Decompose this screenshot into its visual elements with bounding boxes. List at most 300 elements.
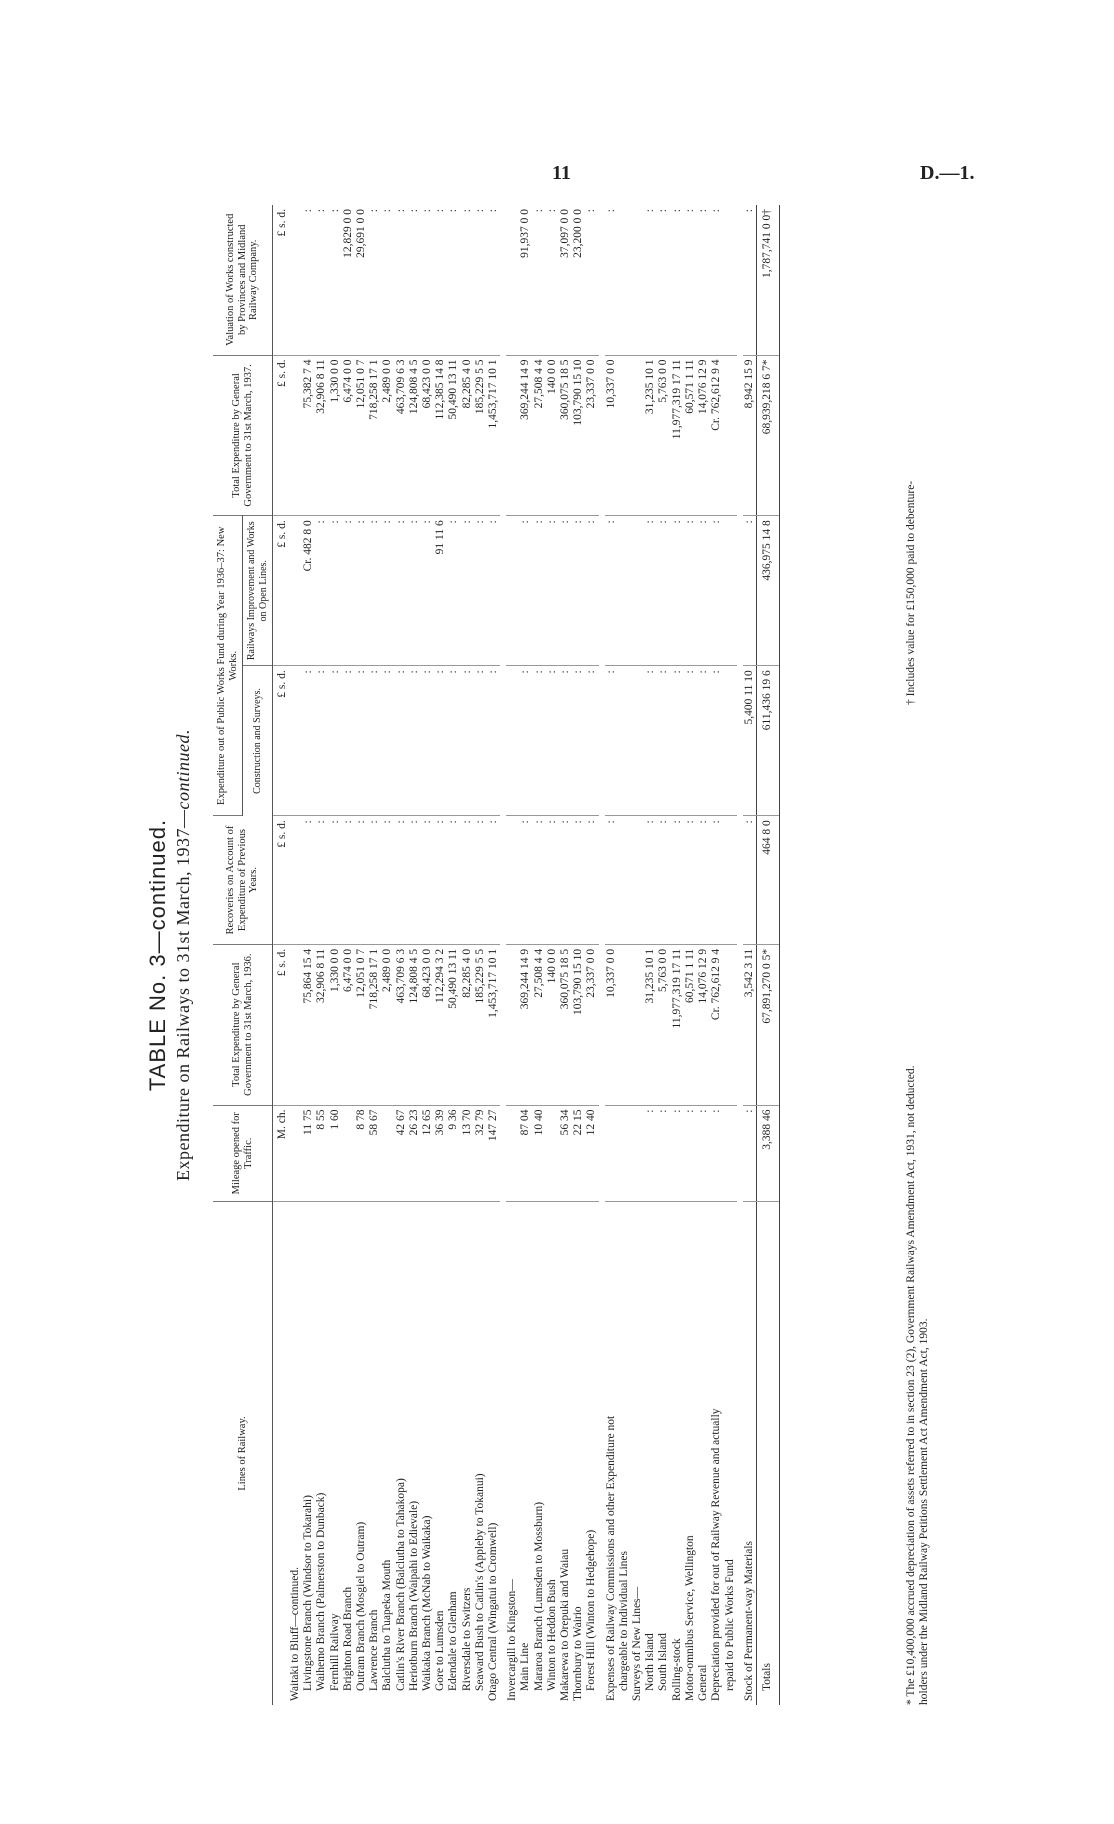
cell-imp [618,516,631,666]
cell-t36: 124,808 4 5 [408,944,421,1105]
cell-rec: : [684,816,697,945]
cell-con: : [644,666,657,816]
subtitle-main: Expenditure on Railways to 31st March, 1937— [173,809,193,1181]
cell-con: : [605,666,618,816]
cell-t37: 2,489 0 0 [381,355,394,516]
cell-m [618,1105,631,1201]
line-name: chargeable to Individual Lines [617,1551,630,1691]
line-name: Winton to Heddon Bush [545,1579,558,1691]
cell-con: : [533,666,546,816]
line-name: Edendale to Glenham [447,1591,460,1691]
header-lines: Lines of Railway. [213,1201,273,1705]
cell-con [631,666,644,816]
cell-imp [631,516,644,666]
cell-rec: : [697,816,710,945]
line-name: Expenses of Railway Commissions and other Expenditure not [604,1415,617,1701]
cell-imp: : [447,516,460,666]
cell-rec: : [487,816,500,945]
cell-t36 [506,944,519,1105]
header-total-1936: Total Expenditure by General Government to 31st March, 1936. [213,944,273,1105]
cell-t37: 27,508 4 4 [533,355,546,516]
cell-m: 10 40 [533,1105,546,1201]
line-name: Main Line [519,1642,532,1691]
cell-t36: 31,235 10 1 [644,944,657,1105]
line-name: Waikaka Branch (McNab to Waikaka) [421,1515,434,1691]
cell-m: 87 04 [519,1105,532,1201]
cell-rec: : [743,816,757,945]
cell-t36: Cr. 762,612 9 4 [710,944,723,1105]
cell-imp: : [743,516,757,666]
cell-rec: : [644,816,657,945]
subtitle-continued: continued. [173,729,193,810]
cell-val: : [533,205,546,355]
cell-m: : [743,1105,757,1201]
cell-m: 58 67 [368,1105,381,1201]
cell-t36 [724,944,737,1105]
cell-t36: 103,790 15 10 [572,944,585,1105]
cell-val [618,205,631,355]
cell-t37: 369,244 14 9 [519,355,532,516]
line-name: Stock of Permanent-way Materials [742,1541,755,1701]
cell-imp: : [408,516,421,666]
cell-val: : [461,205,474,355]
cell-rec: : [461,816,474,945]
cell-t37: 463,709 6 3 [395,355,408,516]
cell-val: : [329,205,342,355]
header-construction: Construction and Surveys. [243,666,273,816]
cell-con [506,666,519,816]
cell-t36: 27,508 4 4 [533,944,546,1105]
cell-t36: 2,489 0 0 [381,944,394,1105]
table-body [273,205,780,1705]
cell-t37: 10,337 0 0 [605,355,618,516]
cell-con [724,666,737,816]
cell-val: : [447,205,460,355]
cell-rec: : [302,816,315,945]
cell-imp: : [710,516,723,666]
footnote-star [905,745,931,1705]
header-improvement: Railways Improvement and Works on Open Lines. [243,516,273,666]
cell-t36: 82,285 4 0 [461,944,474,1105]
cell-t36: 185,229 5 5 [474,944,487,1105]
cell-rec: : [519,816,532,945]
cell-val: : [315,205,328,355]
cell-m [605,1105,618,1201]
cell-m: 9 36 [447,1105,460,1201]
header-recoveries: Recoveries on Account of Expenditure of Previous Years. [213,816,273,945]
line-name: Gore to Lumsden [434,1610,447,1691]
unit-label: £ s. d. [273,816,290,945]
unit-label: £ s. d. [273,205,290,355]
cell-con: : [572,666,585,816]
line-name: Motor-omnibus Service, Wellington [683,1535,696,1701]
table-row [671,205,684,1705]
cell-t36: 369,244 14 9 [519,944,532,1105]
cell-t37: Cr. 762,612 9 4 [710,355,723,516]
cell-val: : [474,205,487,355]
table-row [461,205,474,1705]
cell-con: : [368,666,381,816]
cell-rec: : [368,816,381,945]
cell-con: : [329,666,342,816]
cell-con: : [315,666,328,816]
cell-imp [506,516,519,666]
line-name: Otago Central (Wingatui to Cromwell) [487,1522,500,1701]
footnote-dagger: † Includes value for £150,000 paid to debenture- [905,480,917,705]
footnote-star-line2: holders under the Midland Railway Petitions Settlement Act Amendment Act, 1903. [918,1318,930,1705]
cell-rec [618,816,631,945]
cell-t36: 68,423 0 0 [421,944,434,1105]
cell-t36: 140 0 0 [546,944,559,1105]
cell-val: : [671,205,684,355]
cell-con: : [657,666,670,816]
cell-imp: : [605,516,618,666]
table-row [368,205,381,1705]
cell-rec: : [315,816,328,945]
cell-val: : [368,205,381,355]
cell-t37: 75,382 7 4 [302,355,315,516]
cell-m: 12 65 [421,1105,434,1201]
cell-t36: 11,977,319 17 11 [671,944,684,1105]
cell-rec: : [657,816,670,945]
cell-m: 8 55 [315,1105,328,1201]
line-name: Depreciation provided for out of Railway Revenue and actually [710,1408,723,1701]
cell-imp: : [315,516,328,666]
cell-t36 [289,944,302,1105]
cell-t37: 32,906 8 11 [315,355,328,516]
cell-t37: 11,977,319 17 11 [671,355,684,516]
cell-m [546,1105,559,1201]
cell-rec: : [434,816,447,945]
cell-t36: 112,294 3 2 [434,944,447,1105]
cell-val: 23,200 0 0 [572,205,585,355]
table-row [743,205,757,1705]
cell-imp: : [572,516,585,666]
document-code: D.—1. [920,162,975,184]
cell-rec: : [572,816,585,945]
line-name: South Island [657,1633,670,1691]
cell-con: : [519,666,532,816]
cell-imp: : [533,516,546,666]
cell-con: : [434,666,447,816]
cell-rec: : [447,816,460,945]
cell-m: 56 34 [559,1105,572,1201]
cell-con: : [342,666,355,816]
units-blank [273,1201,290,1705]
cell-m: 42 67 [395,1105,408,1201]
cell-t36: 3,542 3 11 [743,944,757,1105]
line-name: Outram Branch (Mosgiel to Outram) [355,1521,368,1691]
cell-val: 37,097 0 0 [559,205,572,355]
cell-con [618,666,631,816]
cell-imp: : [368,516,381,666]
cell-rec: : [474,816,487,945]
cell-val [724,205,737,355]
total-rec: 464 8 0 [756,816,779,945]
cell-m [342,1105,355,1201]
cell-t37 [618,355,631,516]
cell-val [631,205,644,355]
cell-t36: 1,453,717 10 1 [487,944,500,1105]
cell-val: : [657,205,670,355]
cell-t36: 12,051 0 7 [355,944,368,1105]
table-row [408,205,421,1705]
page-number: 11 [552,162,571,184]
line-name: Seaward Bush to Catlin's (Appleby to Tokanui) [473,1473,486,1691]
table-row [710,205,723,1705]
cell-imp: : [381,516,394,666]
cell-t37: 718,258 17 1 [368,355,381,516]
line-name: Catlin's River Branch (Balclutha to Tahakopa) [394,1478,407,1691]
cell-val [506,205,519,355]
cell-con: : [461,666,474,816]
table-row [644,205,657,1705]
cell-m: : [710,1105,723,1201]
cell-m: : [644,1105,657,1201]
cell-t36: 5,763 0 0 [657,944,670,1105]
cell-m [289,1105,302,1201]
cell-val: : [421,205,434,355]
cell-t36: 360,075 18 5 [559,944,572,1105]
cell-val: : [302,205,315,355]
line-name: Forest Hill (Winton to Hedgehope) [585,1529,598,1691]
total-con: 611,436 19 6 [756,666,779,816]
unit-label: £ s. d. [273,666,290,816]
line-name: repaid to Public Works Fund [723,1559,736,1691]
table-row [289,205,302,1705]
cell-t37: 103,790 15 10 [572,355,585,516]
cell-rec [631,816,644,945]
cell-rec: : [395,816,408,945]
rotated-table-area [145,205,1114,1705]
total-imp: 436,975 14 8 [756,516,779,666]
cell-m [724,1105,737,1201]
cell-m [631,1105,644,1201]
line-name: Waihemo Branch (Palmerston to Dunback) [315,1492,328,1691]
table-row [342,205,355,1705]
cell-rec: : [355,816,368,945]
cell-t36: 32,906 8 11 [315,944,328,1105]
cell-m: : [657,1105,670,1201]
cell-val: : [585,205,598,355]
cell-con: : [474,666,487,816]
cell-t37: 14,076 12 9 [697,355,710,516]
cell-con: : [697,666,710,816]
cell-con: : [671,666,684,816]
total-t36: 67,891,270 0 5* [756,944,779,1105]
line-name: Heriotburn Branch (Waipahi to Edievale) [407,1500,420,1691]
cell-t37 [506,355,519,516]
cell-rec: : [329,816,342,945]
cell-t37 [631,355,644,516]
cell-val [289,205,302,355]
cell-m: 8 78 [355,1105,368,1201]
line-name: Surveys of New Lines— [631,1586,644,1701]
cell-val: : [381,205,394,355]
line-name: Livingstone Branch (Windsor to Tokarahi) [302,1495,315,1691]
cell-rec: : [533,816,546,945]
cell-val: : [684,205,697,355]
cell-t37: 82,285 4 0 [461,355,474,516]
table-row [447,205,460,1705]
cell-t36 [631,944,644,1105]
cell-val: 91,937 0 0 [519,205,532,355]
cell-con: : [585,666,598,816]
cell-rec [289,816,302,945]
cell-t37: 1,453,717 10 1 [487,355,500,516]
line-name: North Island [644,1633,657,1691]
cell-imp: : [461,516,474,666]
table-subtitle [173,205,194,1705]
units-row [273,205,290,1705]
line-name: Riversdale to Switzers [460,1587,473,1691]
cell-val: : [605,205,618,355]
cell-con: : [421,666,434,816]
table-row [533,205,546,1705]
cell-m: : [684,1105,697,1201]
table-row [381,205,394,1705]
cell-imp: : [342,516,355,666]
cell-t37: 5,763 0 0 [657,355,670,516]
cell-imp: Cr. 482 8 0 [302,516,315,666]
cell-imp [724,516,737,666]
table-row [605,205,618,1705]
header-mileage: Mileage opened for Traffic. [213,1105,273,1201]
cell-m: 11 75 [302,1105,315,1201]
cell-val: : [408,205,421,355]
cell-imp: : [644,516,657,666]
cell-con: : [355,666,368,816]
cell-val: : [395,205,408,355]
line-name: Mararoa Branch (Lumsden to Mossburn) [532,1501,545,1691]
totals-label: Totals [756,1201,779,1705]
cell-t36: 14,076 12 9 [697,944,710,1105]
cell-rec: : [559,816,572,945]
cell-con: : [710,666,723,816]
cell-val: : [697,205,710,355]
cell-rec [506,816,519,945]
cell-t37: 185,229 5 5 [474,355,487,516]
cell-con: : [381,666,394,816]
cell-t37: 6,474 0 0 [342,355,355,516]
footnote-star-line1: * The £10,400,000 accrued depreciation of assets referred to in section 23 (2), Government Railways Amendment Act, 1931, not deducted. [905,1065,917,1705]
total-val: 1,787,741 0 0† [756,205,779,355]
cell-imp: : [329,516,342,666]
cell-rec: : [408,816,421,945]
cell-rec: : [671,816,684,945]
cell-t37: 68,423 0 0 [421,355,434,516]
cell-con: : [395,666,408,816]
cell-rec: : [421,816,434,945]
table-row [434,205,447,1705]
cell-t37: 360,075 18 5 [559,355,572,516]
table-row [618,205,631,1705]
cell-t36: 50,490 13 11 [447,944,460,1105]
cell-val: : [743,205,757,355]
cell-t37: 23,337 0 0 [585,355,598,516]
cell-t36: 718,258 17 1 [368,944,381,1105]
table-title: TABLE No. 3—continued. [145,818,170,1092]
cell-val: : [546,205,559,355]
cell-con: : [546,666,559,816]
cell-imp: : [559,516,572,666]
cell-imp: : [519,516,532,666]
header-valuation: Valuation of Works constructed by Provinces and Midland Railway Company. [213,205,273,355]
cell-m: : [671,1105,684,1201]
cell-imp: : [684,516,697,666]
cell-imp: : [355,516,368,666]
cell-imp [289,516,302,666]
line-name: Rolling-stock [670,1638,683,1701]
cell-t37: 31,235 10 1 [644,355,657,516]
cell-con: : [684,666,697,816]
table-row [684,205,697,1705]
table-row [506,205,519,1705]
cell-imp: : [671,516,684,666]
header-public-works-fund: Expenditure out of Public Works Fund during Year 1936–37: New Works. [213,516,243,816]
cell-con: : [559,666,572,816]
total-t37: 68,939,218 6 7* [756,355,779,516]
line-name: Thornbury to Wairio [572,1606,585,1701]
cell-t37: 12,051 0 7 [355,355,368,516]
table-row [724,205,737,1705]
cell-m [381,1105,394,1201]
cell-rec: : [342,816,355,945]
header-total-1937: Total Expenditure by General Government to 31st March, 1937. [213,355,273,516]
cell-con: : [302,666,315,816]
cell-t36: 463,709 6 3 [395,944,408,1105]
cell-rec: : [605,816,618,945]
cell-t36: 10,337 0 0 [605,944,618,1105]
line-name: Lawrence Branch [368,1609,381,1691]
line-name: Brighton Road Branch [341,1586,354,1691]
cell-con: : [447,666,460,816]
cell-t36: 6,474 0 0 [342,944,355,1105]
cell-imp: : [657,516,670,666]
cell-t37: 50,490 13 11 [447,355,460,516]
cell-t37: 140 0 0 [546,355,559,516]
cell-m: 12 40 [585,1105,598,1201]
cell-imp: : [395,516,408,666]
cell-t37: 124,808 4 5 [408,355,421,516]
table-row [474,205,487,1705]
cell-t37: 8,942 15 9 [743,355,757,516]
cell-con: : [408,666,421,816]
cell-val: 12,829 0 0 [342,205,355,355]
cell-rec: : [710,816,723,945]
line-name: Invercargill to Kingston— [506,1579,519,1701]
table-row [657,205,670,1705]
line-name: Makarewa to Orepuki and Waiau [559,1548,572,1701]
line-name: Waitaki to Bluff—continued. [289,1567,301,1701]
table-row [395,205,408,1705]
table-row [572,205,585,1705]
cell-con: 5,400 11 10 [743,666,757,816]
unit-label: M. ch. [273,1105,290,1201]
cell-m: 13 70 [461,1105,474,1201]
cell-m: 36 39 [434,1105,447,1201]
cell-val: 29,691 0 0 [355,205,368,355]
cell-t36: 60,571 1 11 [684,944,697,1105]
cell-imp: 91 11 6 [434,516,447,666]
cell-m: : [697,1105,710,1201]
cell-imp: : [421,516,434,666]
cell-t37: 60,571 1 11 [684,355,697,516]
cell-t36: 75,864 15 4 [302,944,315,1105]
table-row [315,205,328,1705]
cell-rec: : [381,816,394,945]
table-row [631,205,644,1705]
